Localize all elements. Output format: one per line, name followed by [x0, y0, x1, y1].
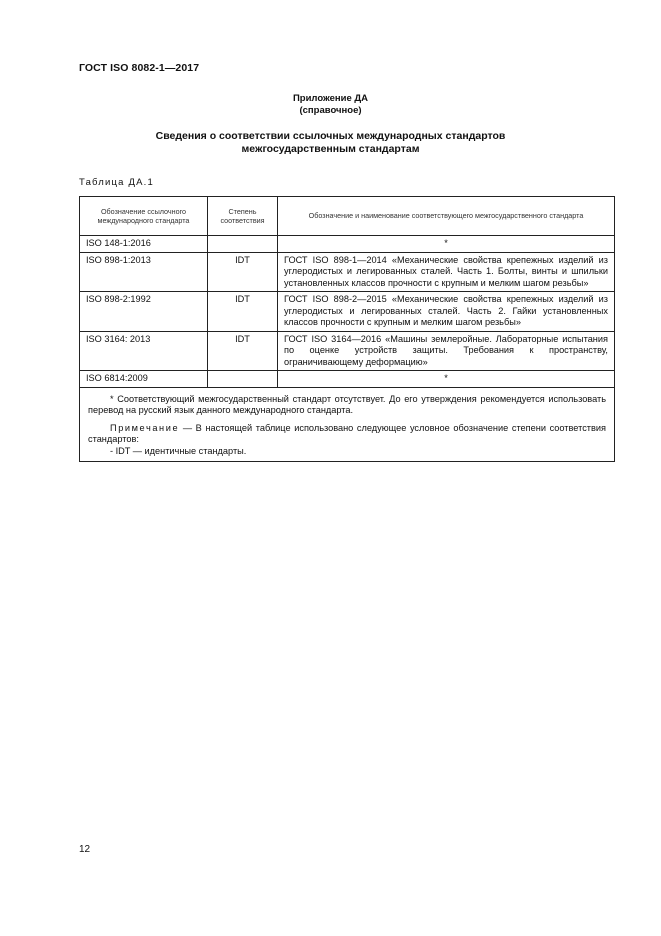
table-header-row: [80, 197, 615, 236]
degree-cell: [208, 371, 278, 388]
national-cell: ГОСТ ISO 898-1—2014 «Механические свойства крепежных изделий из углеродистых и легированных сталей. Часть 1. Болты, винты и шпильки установленных классов прочности с крупным и мелким шагом резьбы»: [278, 252, 615, 292]
national-cell: ГОСТ ISO 898-2—2015 «Механические свойства крепежных изделий из углеродистых и легированных сталей. Часть 2. Гайки установленных классов прочности с крупным и мелким шагом резьбы»: [278, 292, 615, 332]
table-row: [80, 331, 615, 371]
section-title-line-2: межгосударственным стандартам: [241, 143, 420, 155]
reference-cell: ISO 148-1:2016: [80, 236, 208, 253]
national-cell: *: [278, 236, 615, 253]
header-reference-standard: Обозначение ссылочного международного стандарта: [80, 197, 208, 236]
page-number: 12: [79, 844, 91, 855]
degree-cell: IDT: [208, 292, 278, 332]
table-footer: [80, 387, 615, 462]
note-text: — В настоящей таблице использовано следующее условное обозначение степени соответствия стандартов:: [88, 422, 606, 444]
table-footnote: * Соответствующий межгосударственный стандарт отсутствует. До его утверждения рекомендуется использовать перевод на русский язык данного международного стандарта.: [88, 393, 606, 415]
reference-cell: ISO 6814:2009: [80, 371, 208, 388]
table-row: [80, 236, 615, 253]
reference-cell: ISO 898-1:2013: [80, 252, 208, 292]
national-cell: ГОСТ ISO 3164—2016 «Машины землеройные. Лабораторные испытания по оценке устройств защиты. Требования к пространству, ограничивающему деформацию»: [278, 331, 615, 371]
table-row: [80, 371, 615, 388]
reference-cell: ISO 3164: 2013: [80, 331, 208, 371]
table-note: [88, 423, 606, 446]
table-row: [80, 292, 615, 332]
degree-cell: [208, 236, 278, 253]
table-row: [80, 252, 615, 292]
degree-cell: IDT: [208, 252, 278, 292]
header-national-standard: Обозначение и наименование соответствующего межгосударственного стандарта: [278, 197, 615, 236]
annex-subtitle: (справочное): [299, 105, 362, 116]
national-cell: *: [278, 371, 615, 388]
section-title: [0, 130, 661, 156]
degree-cell: IDT: [208, 331, 278, 371]
note-legend: - IDT — идентичные стандарты.: [110, 445, 247, 456]
table-footer-row: [80, 387, 615, 462]
correspondence-table: [79, 196, 615, 462]
table-caption: Таблица ДА.1: [79, 177, 154, 188]
document-header: ГОСТ ISO 8082-1—2017: [79, 62, 200, 74]
annex-title: Приложение ДА: [292, 93, 369, 104]
reference-cell: ISO 898-2:1992: [80, 292, 208, 332]
section-title-line-1: Сведения о соответствии ссылочных международных стандартов: [155, 130, 506, 142]
note-label: Примечание: [110, 422, 180, 433]
header-degree: Степень соответствия: [208, 197, 278, 236]
annex-heading: [0, 93, 661, 117]
